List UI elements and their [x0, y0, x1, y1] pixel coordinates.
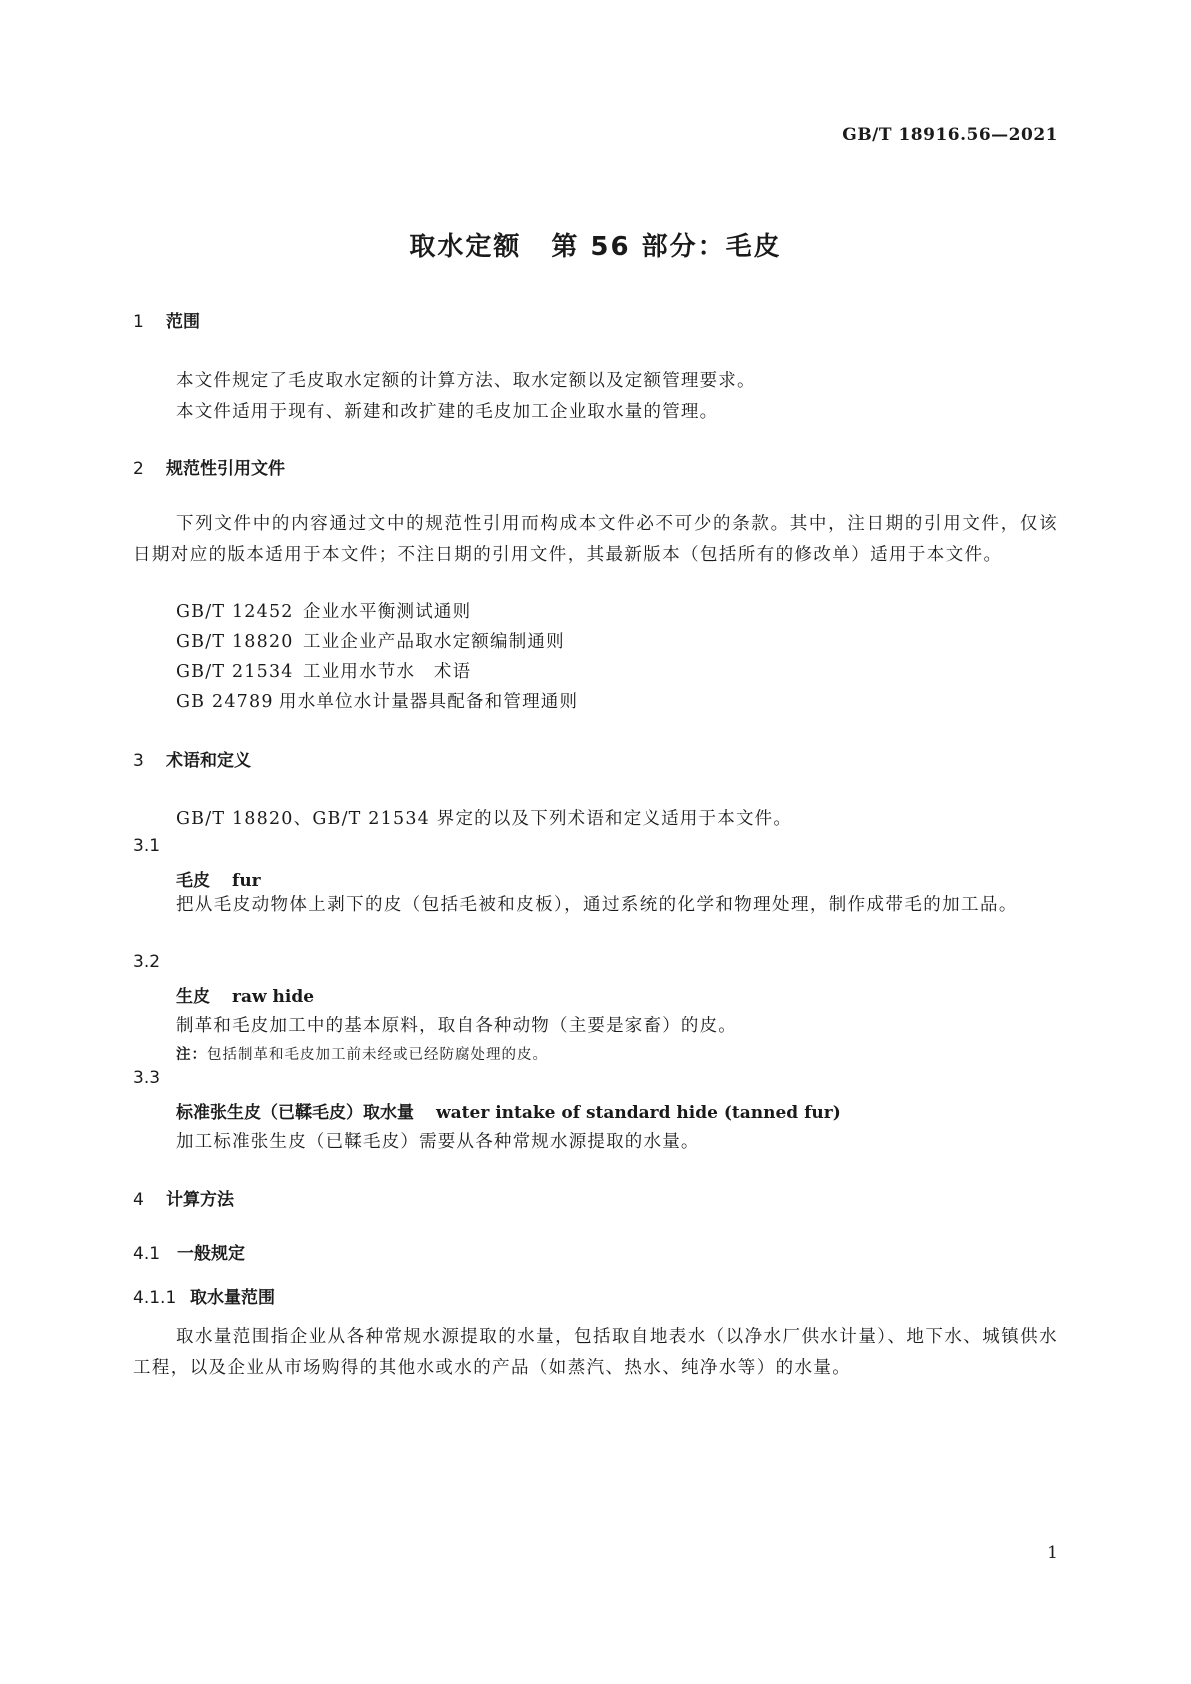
term-number: 3.1 [133, 836, 161, 856]
title-sub: 第 56 部分：毛皮 [551, 232, 782, 262]
section-1-para-1: 本文件规定了毛皮取水定额的计算方法、取水定额以及定额管理要求。 [176, 371, 756, 391]
reference-item [176, 658, 471, 683]
section-4-1-heading [133, 1239, 245, 1264]
term-cn: 毛皮 [176, 871, 210, 891]
reference-code: GB/T 12452 [176, 602, 294, 622]
reference-name: 工业用水节水 术语 [303, 662, 472, 682]
term-definition: 把从毛皮动物体上剥下的皮（包括毛被和皮板），通过系统的化学和物理处理，制作成带毛的加工品。 [176, 895, 1018, 915]
section-4-1-number: 4.1 [133, 1244, 161, 1264]
page-number: 1 [1047, 1543, 1058, 1563]
section-2-intro: 下列文件中的内容通过文中的规范性引用而构成本文件必不可少的条款。其中，注日期的引用文件，仅该日期对应的版本适用于本文件；不注日期的引用文件，其最新版本（包括所有的修改单）适用于本文件。 [133, 514, 1058, 565]
standard-number: GB/T 18916.56—2021 [842, 125, 1058, 145]
section-1-number: 1 [133, 312, 144, 332]
term-en: fur [232, 871, 261, 891]
document-title [0, 226, 1191, 263]
term-cn: 生皮 [176, 987, 210, 1007]
section-4-number: 4 [133, 1190, 144, 1210]
term-number: 3.2 [133, 952, 161, 972]
section-4-title: 计算方法 [166, 1190, 234, 1210]
section-2-number: 2 [133, 459, 144, 479]
term-title [176, 982, 314, 1007]
term-definition: 加工标准张生皮（已鞣毛皮）需要从各种常规水源提取的水量。 [176, 1132, 700, 1152]
term-en: raw hide [232, 987, 315, 1007]
section-1-title: 范围 [166, 312, 200, 332]
reference-name: 用水单位水计量器具配备和管理通则 [279, 692, 579, 712]
section-4-1-1-title: 取水量范围 [190, 1288, 275, 1308]
reference-code: GB 24789 [176, 692, 274, 712]
section-2-title: 规范性引用文件 [166, 459, 285, 479]
section-2-heading [133, 454, 285, 479]
section-4-1-1-heading [133, 1283, 275, 1308]
section-4-1-title: 一般规定 [177, 1244, 245, 1264]
term-note [176, 1043, 548, 1064]
term-definition: 制革和毛皮加工中的基本原料，取自各种动物（主要是家畜）的皮。 [176, 1016, 737, 1036]
section-3-heading [133, 746, 251, 771]
term-cn: 标准张生皮（已鞣毛皮）取水量 [176, 1103, 414, 1123]
section-4-heading [133, 1185, 234, 1210]
reference-name: 企业水平衡测试通则 [303, 602, 472, 622]
reference-name: 工业企业产品取水定额编制通则 [303, 632, 565, 652]
reference-item [176, 598, 471, 623]
section-1-para-2: 本文件适用于现有、新建和改扩建的毛皮加工企业取水量的管理。 [176, 402, 719, 422]
reference-code: GB/T 21534 [176, 662, 294, 682]
term-number: 3.3 [133, 1068, 161, 1088]
title-main: 取水定额 [409, 232, 522, 262]
section-3-title: 术语和定义 [166, 751, 251, 771]
section-4-1-1-para: 取水量范围指企业从各种常规水源提取的水量，包括取自地表水（以净水厂供水计量）、地下水、城镇供水工程，以及企业从市场购得的其他水或水的产品（如蒸汽、热水、纯净水等）的水量。 [133, 1327, 1058, 1378]
note-text: 包括制革和毛皮加工前未经或已经防腐处理的皮。 [207, 1047, 548, 1063]
section-1-heading [133, 307, 200, 332]
reference-item [176, 628, 565, 653]
term-title [176, 866, 261, 891]
reference-item [176, 688, 578, 713]
term-en: water intake of standard hide (tanned fur) [436, 1103, 841, 1123]
note-label: 注： [176, 1047, 207, 1063]
term-title [176, 1098, 841, 1123]
section-3-intro: GB/T 18820、GB/T 21534 界定的以及下列术语和定义适用于本文件。 [176, 809, 793, 829]
reference-code: GB/T 18820 [176, 632, 294, 652]
section-3-number: 3 [133, 751, 144, 771]
section-4-1-1-number: 4.1.1 [133, 1288, 177, 1308]
